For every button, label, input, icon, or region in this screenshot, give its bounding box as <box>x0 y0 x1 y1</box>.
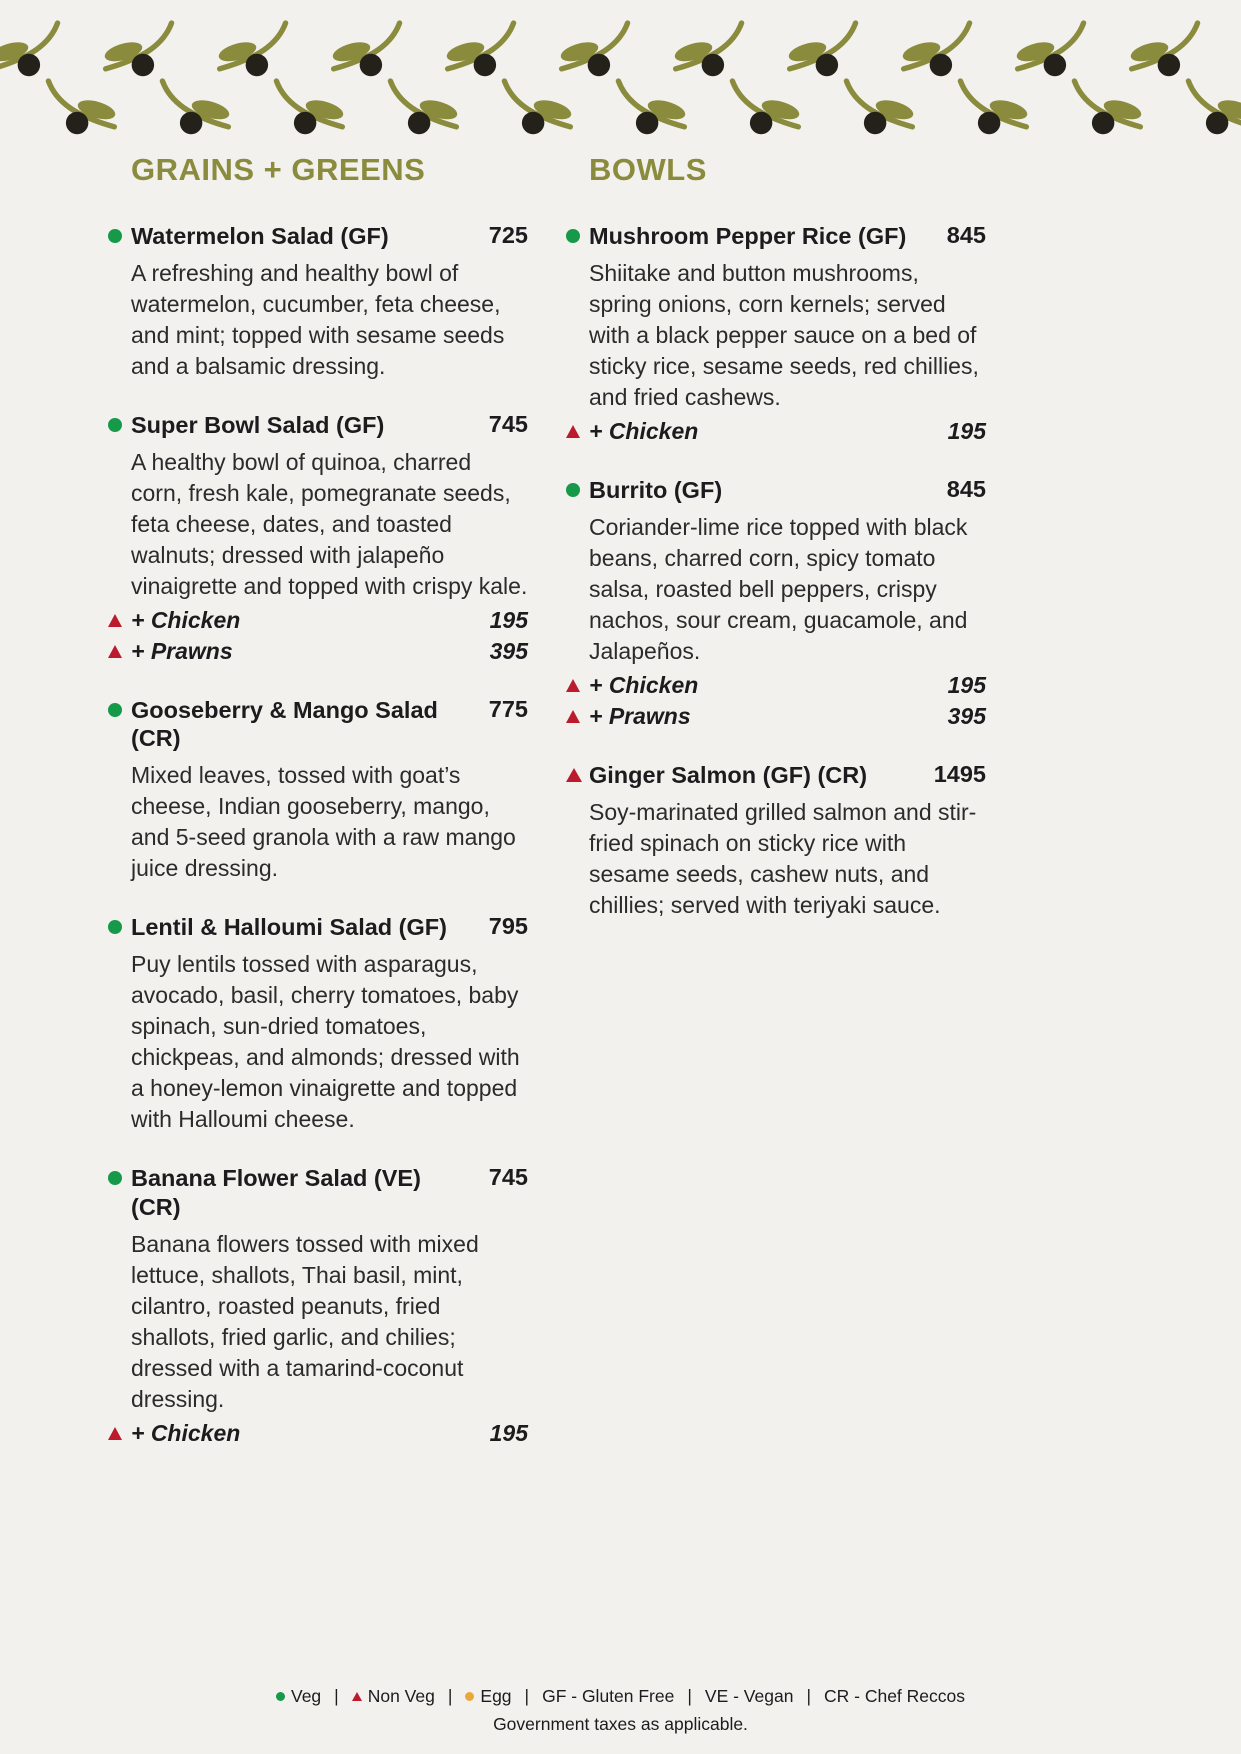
item-name: Lentil & Halloumi Salad (GF) <box>131 914 447 941</box>
menu-columns <box>108 152 986 1478</box>
legend-label: CR - Chef Reccos <box>824 1686 966 1706</box>
menu-section <box>108 152 528 1478</box>
egg-dot-icon <box>465 1692 474 1701</box>
item-header <box>108 913 528 942</box>
section-items <box>108 222 528 1449</box>
item-price: 845 <box>946 222 986 248</box>
olive-branch-border <box>0 0 1241 138</box>
olive-sprig-icon <box>894 20 980 82</box>
item-description: Coriander-lime rice topped with black beans, charred corn, spicy tomato salsa, roasted bell peppers, crispy nachos, sour cream, guacamole, and Jalapeños. <box>589 513 968 664</box>
addon-name: + Chicken <box>589 671 699 698</box>
addon-name: + Prawns <box>589 702 691 729</box>
item-marker-cell <box>108 913 131 934</box>
item-header <box>566 222 986 251</box>
item-price: 725 <box>488 222 528 248</box>
addon-row <box>566 701 986 732</box>
olive-sprig-icon <box>324 20 410 82</box>
legend-entry <box>276 1686 321 1707</box>
addon-name: + Chicken <box>589 417 699 444</box>
veg-dot-icon <box>108 229 122 243</box>
menu-item <box>108 913 528 1135</box>
legend-entry <box>352 1686 435 1707</box>
legend-entry <box>705 1686 794 1707</box>
veg-dot-icon <box>108 418 122 432</box>
menu-item <box>566 222 986 447</box>
menu-item <box>108 696 528 885</box>
olive-sprig-icon <box>96 20 182 82</box>
legend-separator: | <box>447 1686 453 1706</box>
item-name: Ginger Salmon (GF) (CR) <box>589 761 868 788</box>
item-marker-cell <box>566 476 589 497</box>
item-marker-cell <box>108 1164 131 1185</box>
addon-row <box>566 416 986 447</box>
item-marker-cell <box>108 696 131 717</box>
addon-marker-cell <box>566 416 589 438</box>
legend <box>0 1686 1241 1707</box>
veg-dot-icon <box>108 703 122 717</box>
addon-row <box>108 1418 528 1449</box>
olive-sprig-icon <box>608 78 694 138</box>
addon-marker-cell <box>108 636 131 658</box>
veg-dot-icon <box>276 1692 285 1701</box>
item-marker-cell <box>108 411 131 432</box>
addon-marker-cell <box>566 670 589 692</box>
item-description: Soy-marinated grilled salmon and stir-fried spinach on sticky rice with sesame seeds, cashew nuts, and chillies; served with teriyaki sauce. <box>589 798 977 918</box>
item-addons <box>566 416 986 447</box>
nonveg-triangle-icon <box>108 645 122 658</box>
addon-row <box>108 605 528 636</box>
menu-item <box>566 476 986 732</box>
addon-row <box>108 636 528 667</box>
olive-sprig-row-top <box>0 20 1208 82</box>
legend-label: GF - Gluten Free <box>542 1686 675 1706</box>
legend-separator: | <box>524 1686 530 1706</box>
veg-dot-icon <box>566 229 580 243</box>
olive-sprig-icon <box>1178 78 1241 138</box>
item-price: 795 <box>488 913 528 940</box>
item-description: Puy lentils tossed with asparagus, avocado, basil, cherry tomatoes, baby spinach, sun-dried tomatoes, chickpeas, and almonds; dressed with a honey-lemon vinaigrette and topped with Halloumi cheese. <box>131 950 520 1133</box>
nonveg-triangle-icon <box>108 1427 122 1440</box>
addon-price: 395 <box>489 637 528 664</box>
item-header <box>566 476 986 505</box>
legend-label: Non Veg <box>367 1686 435 1706</box>
item-description: A healthy bowl of quinoa, charred corn, fresh kale, pomegranate seeds, feta cheese, dates, and toasted walnuts; dressed with jalapeño vinaigrette and topped with crispy kale. <box>131 448 528 599</box>
item-price: 845 <box>946 475 986 502</box>
olive-sprig-icon <box>210 20 296 82</box>
addon-marker-cell <box>108 1418 131 1440</box>
item-marker-cell <box>108 222 131 243</box>
olive-sprig-icon <box>1064 78 1150 138</box>
item-description: Shiitake and button mushrooms, spring onions, corn kernels; served with a black pepper sauce on a bed of sticky rice, sesame seeds, red chillies, and fried cashews. <box>589 259 979 410</box>
section-title: BOWLS <box>589 152 707 187</box>
item-description: Banana flowers tossed with mixed lettuce, shallots, Thai basil, mint, cilantro, roasted peanuts, fried shallots, fried garlic, and chilies; dressed with a tamarind-coconut dressing. <box>131 1230 479 1412</box>
olive-sprig-icon <box>780 20 866 82</box>
nonveg-triangle-icon <box>566 768 582 782</box>
section-items <box>566 222 986 921</box>
olive-sprig-icon <box>380 78 466 138</box>
item-description: A refreshing and healthy bowl of watermelon, cucumber, feta cheese, and mint; topped with sesame seeds and a balsamic dressing. <box>131 259 505 379</box>
item-addons <box>108 605 528 667</box>
item-header <box>108 696 528 753</box>
addon-marker-cell <box>566 701 589 723</box>
veg-dot-icon <box>108 1171 122 1185</box>
item-header <box>108 411 528 440</box>
veg-dot-icon <box>108 920 122 934</box>
item-description: Mixed leaves, tossed with goat’s cheese, Indian gooseberry, mango, and 5-seed granola with a raw mango juice dressing. <box>131 762 516 882</box>
tax-note: Government taxes as applicable. <box>493 1714 748 1734</box>
addon-price: 195 <box>947 671 986 698</box>
item-name: Super Bowl Salad (GF) <box>131 411 385 438</box>
olive-sprig-icon <box>1122 20 1208 82</box>
menu-section <box>566 152 986 1478</box>
section-title: GRAINS + GREENS <box>131 152 426 187</box>
olive-sprig-icon <box>1008 20 1094 82</box>
olive-sprig-icon <box>836 78 922 138</box>
legend-separator: | <box>334 1686 339 1706</box>
legend-label: Veg <box>290 1686 322 1706</box>
item-name: Mushroom Pepper Rice (GF) <box>589 223 907 249</box>
nonveg-triangle-icon <box>566 710 580 723</box>
olive-sprig-icon <box>38 78 124 138</box>
item-marker-cell <box>566 222 589 243</box>
olive-sprig-icon <box>0 20 68 82</box>
item-name: Gooseberry & Mango Salad (CR) <box>131 696 438 752</box>
item-marker-cell <box>566 761 589 782</box>
nonveg-triangle-icon <box>566 679 580 692</box>
addon-price: 395 <box>947 702 986 729</box>
addon-name: + Chicken <box>131 1419 241 1446</box>
menu-item <box>108 222 528 382</box>
veg-dot-icon <box>566 483 580 497</box>
legend-label: Egg <box>480 1686 512 1706</box>
legend-entry <box>542 1686 674 1707</box>
olive-sprig-icon <box>152 78 238 138</box>
addon-price: 195 <box>489 1419 528 1446</box>
olive-sprig-row-bottom <box>38 78 1241 138</box>
addon-price: 195 <box>947 417 986 444</box>
nonveg-triangle-icon <box>566 425 580 438</box>
olive-sprig-icon <box>722 78 808 138</box>
olive-sprig-icon <box>666 20 752 82</box>
item-price: 1495 <box>933 760 986 787</box>
item-addons <box>108 1418 528 1449</box>
legend-separator: | <box>806 1686 811 1706</box>
nonveg-triangle-icon <box>352 1692 362 1701</box>
item-price: 745 <box>488 1164 528 1191</box>
addon-name: + Prawns <box>131 637 233 664</box>
addon-name: + Chicken <box>131 606 241 633</box>
olive-sprig-icon <box>494 78 580 138</box>
addon-row <box>566 670 986 701</box>
menu-footer <box>0 1686 1241 1735</box>
item-header <box>108 222 528 251</box>
item-price: 745 <box>488 410 528 437</box>
item-addons <box>566 670 986 732</box>
item-header <box>108 1164 528 1221</box>
addon-marker-cell <box>108 605 131 627</box>
nonveg-triangle-icon <box>108 614 122 627</box>
legend-entry <box>465 1686 511 1707</box>
menu-item <box>108 1164 528 1449</box>
menu-item <box>108 411 528 667</box>
legend-separator: | <box>687 1686 692 1706</box>
olive-sprig-icon <box>266 78 352 138</box>
legend-label: VE - Vegan <box>704 1686 794 1706</box>
item-price: 775 <box>488 695 528 722</box>
addon-price: 195 <box>489 606 528 633</box>
item-header <box>566 761 986 790</box>
olive-sprig-icon <box>950 78 1036 138</box>
olive-sprig-icon <box>552 20 638 82</box>
item-name: Banana Flower Salad (VE) (CR) <box>131 1165 421 1220</box>
legend-entry <box>824 1686 965 1707</box>
item-name: Watermelon Salad (GF) <box>131 223 389 249</box>
olive-sprig-icon <box>438 20 524 82</box>
menu-item <box>566 761 986 921</box>
item-name: Burrito (GF) <box>589 476 723 503</box>
